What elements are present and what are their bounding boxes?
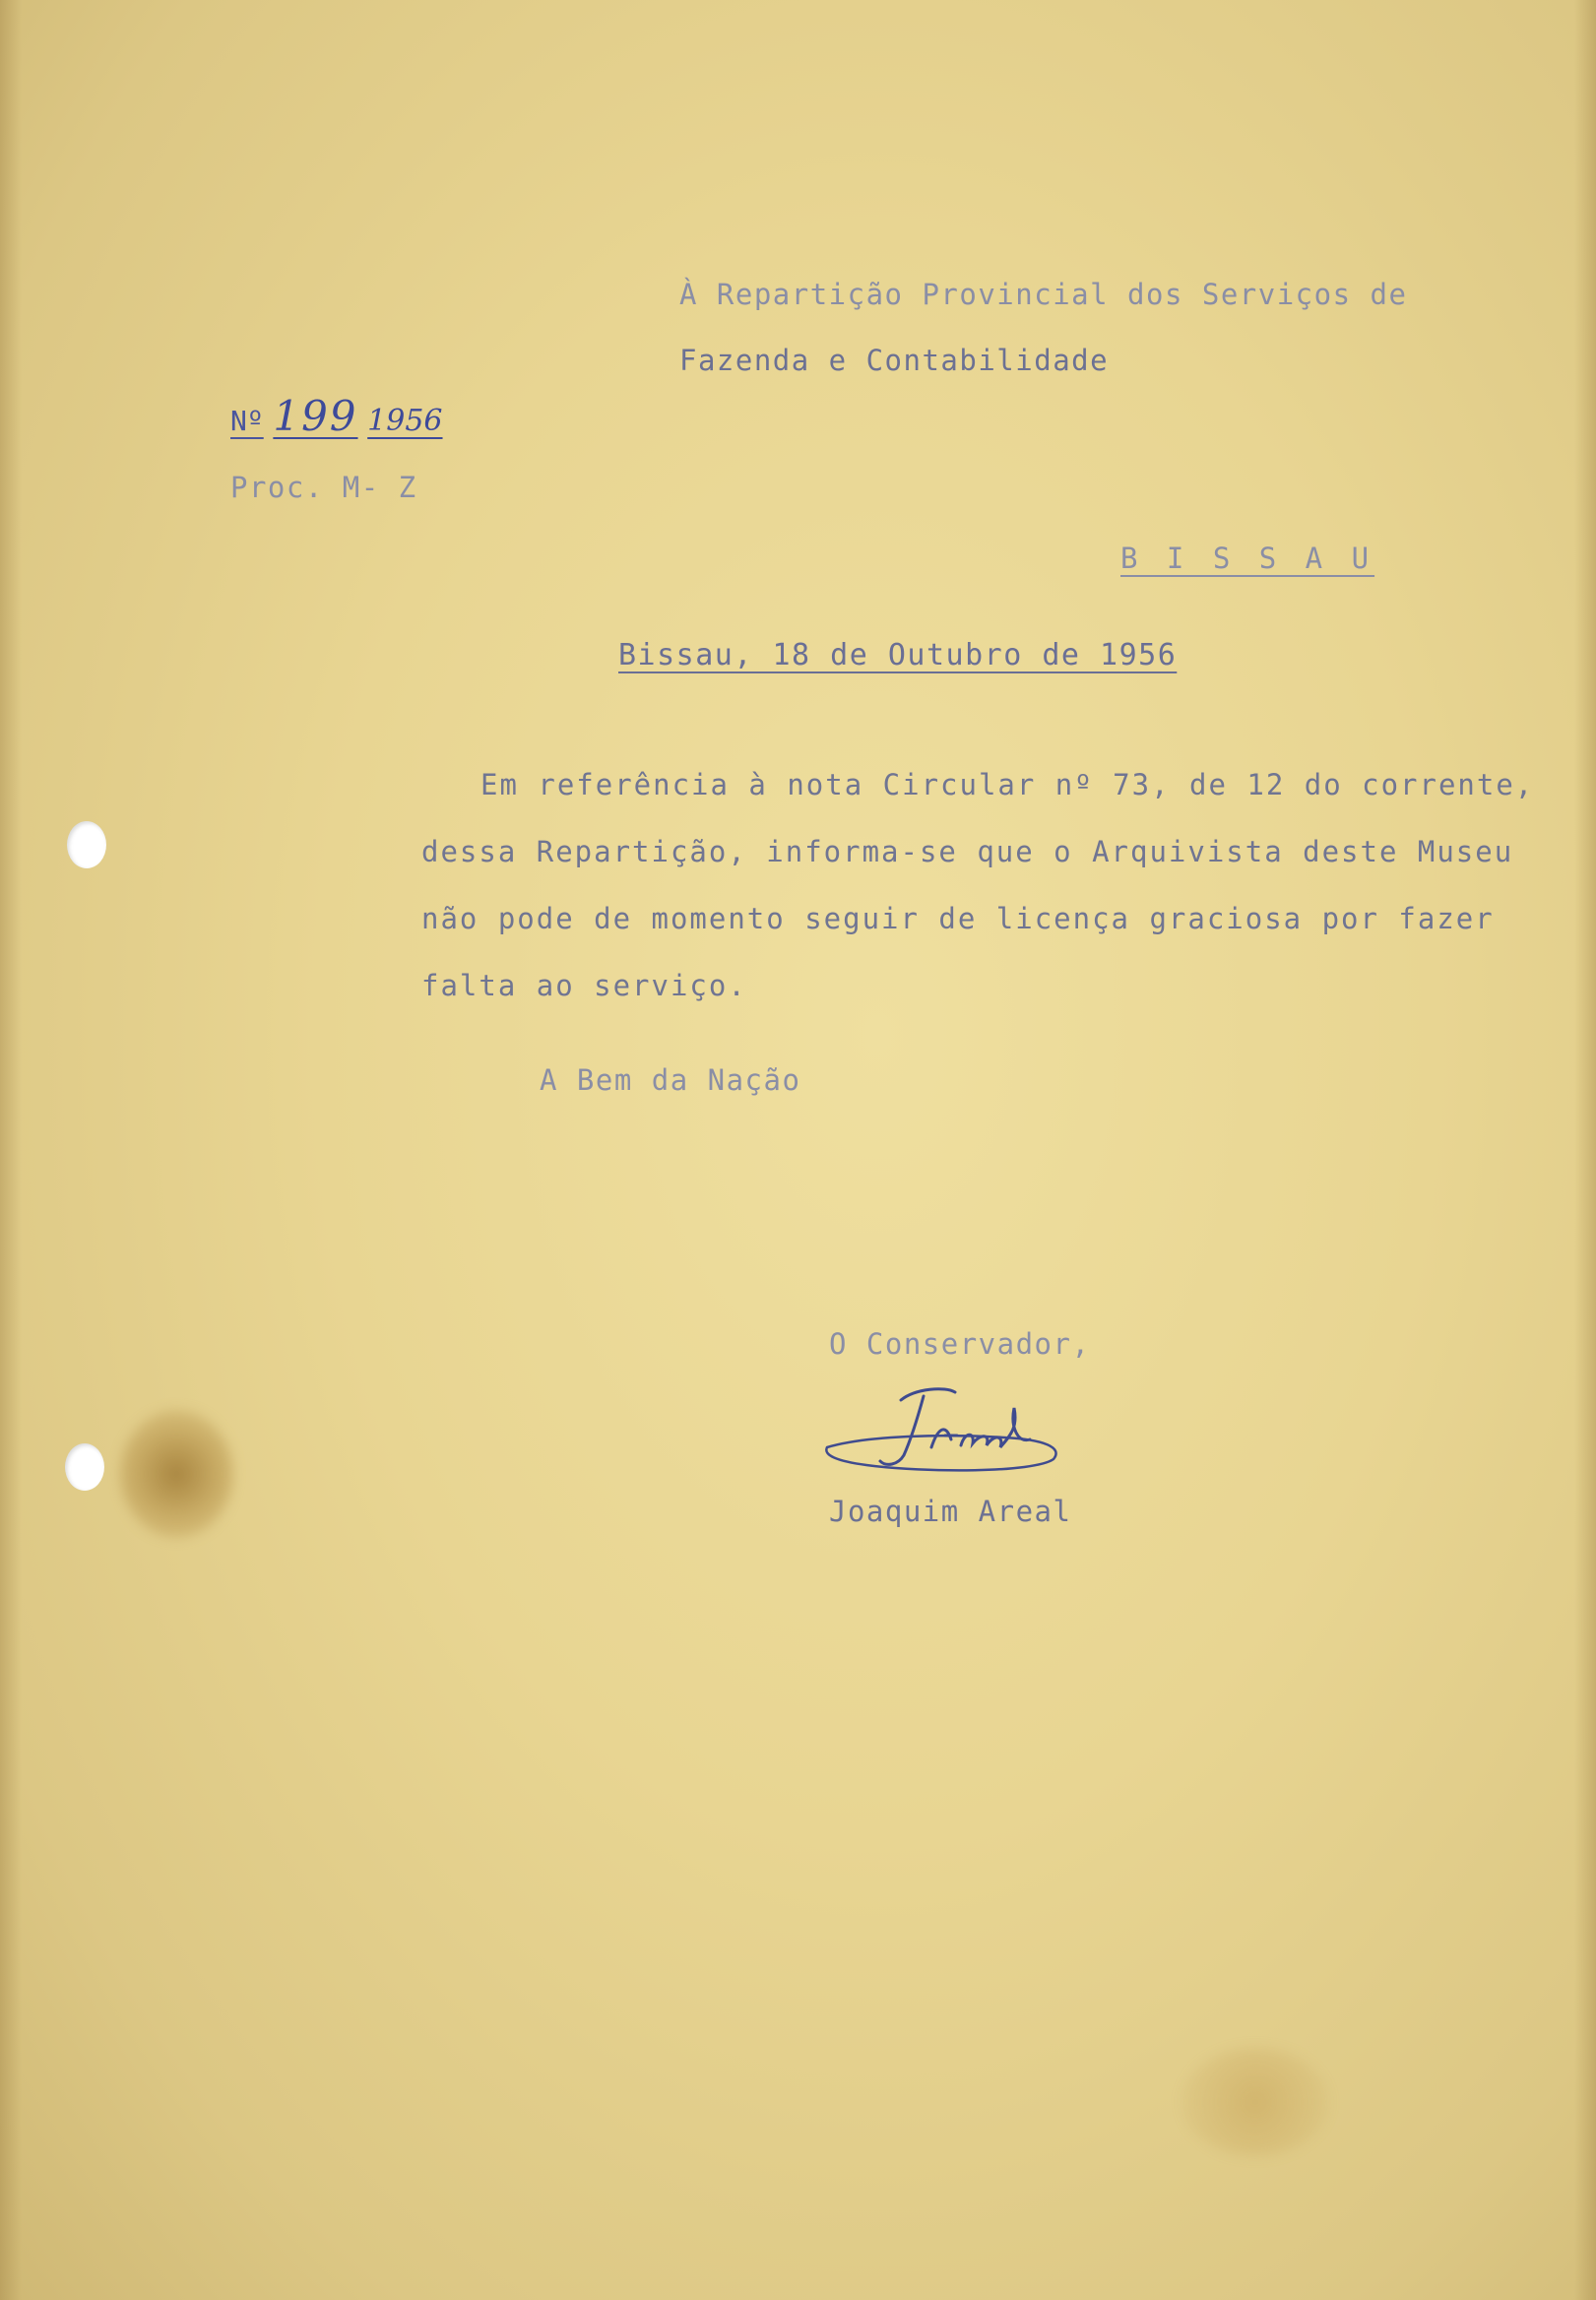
- reference-prefix: Nº: [230, 405, 264, 437]
- signature-drawing: [807, 1378, 1103, 1477]
- reference-number: [230, 392, 443, 440]
- body-line-2: dessa Repartição, informa-se que o Arquivista deste Museu: [421, 835, 1514, 868]
- water-stain-left: [120, 1410, 233, 1538]
- body-line-4: falta ao serviço.: [421, 969, 747, 1002]
- body-line-3: não pode de momento seguir de licença graciosa por fazer: [421, 902, 1495, 935]
- addressee-line-2: Fazenda e Contabilidade: [679, 344, 1110, 377]
- process-reference: Proc. M- Z: [230, 471, 417, 504]
- reference-number-handwritten: 199: [273, 392, 358, 440]
- signatory-name: Joaquim Areal: [829, 1495, 1072, 1528]
- city-heading: B I S S A U: [1120, 542, 1375, 575]
- reference-year: 1956: [367, 404, 443, 438]
- signatory-title: O Conservador,: [829, 1327, 1091, 1361]
- date-line: Bissau, 18 de Outubro de 1956: [618, 638, 1178, 672]
- body-line-1: Em referência à nota Circular nº 73, de 12 do corrente,: [480, 768, 1535, 801]
- punch-hole-top: [67, 821, 106, 868]
- addressee-line-1: À Repartição Provincial dos Serviços de: [679, 278, 1408, 311]
- water-stain-bottom-right: [1181, 2048, 1329, 2156]
- handwritten-signature: [807, 1378, 1103, 1477]
- paper-edge-shadow-left: [0, 0, 22, 2300]
- punch-hole-bottom: [65, 1443, 104, 1491]
- paper-edge-shadow-right: [1574, 0, 1596, 2300]
- closing-salutation: A Bem da Nação: [540, 1063, 801, 1097]
